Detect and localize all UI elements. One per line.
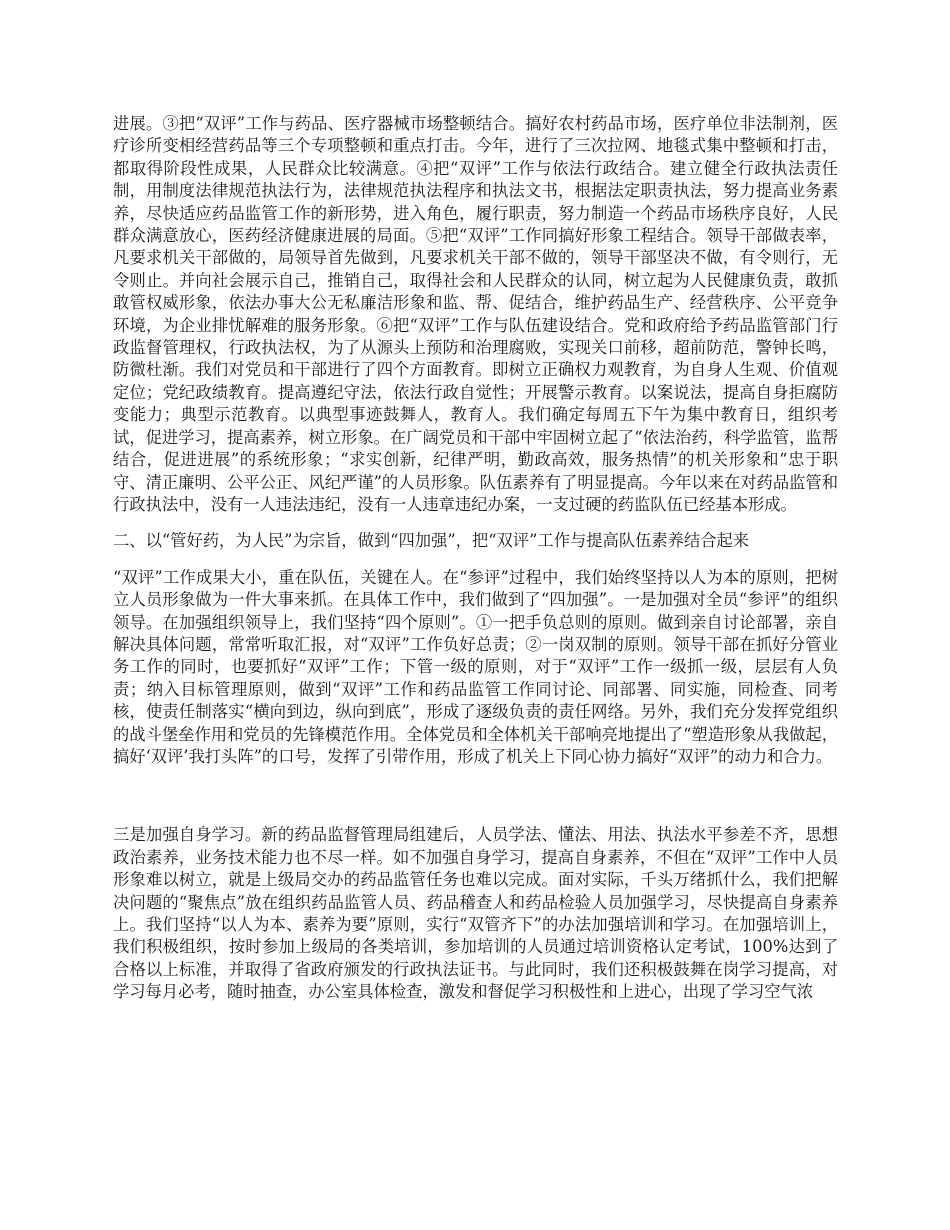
body-paragraph-2: “双评”工作成果大小，重在队伍，关键在人。在“参评”过程中，我们始终坚持以人为本的原则，把树立人员形象做为一件大事来抓。在具体工作中，我们做到了“四加强”。一是加强对全员“参评”的组织领导。在加强组织领导上，我们坚持“四个原则”。①一把手负总则的原则。做到亲自讨论部署，亲自解决具体问题，常常听取汇报，对“双评”工作负好总责；②一岗双制的原则。领导干部在抓好分管业务工作的同时，也要抓好“双评”工作；下管一级的原则，对于“双评”工作一级抓一级，层层有人负责；纳入目标管理原则，做到“双评”工作和药品监管工作同讨论、同部署、同实施，同检查、同考核，使责任制落实“横向到边，纵向到底”，形成了逐级负责的责任网络。另外，我们充分发挥党组织的战斗堡垒作用和党员的先锋模范作用。全体党员和全体机关干部响亮地提出了“塑造形象从我做起，搞好‘双评’我打头阵”的口号，发挥了引带作用，形成了机关上下同心协力搞好“双评”的动力和合力。 [113, 567, 838, 766]
section-heading-2: 二、以“管好药，为人民”为宗旨，做到“四加强”，把“双评”工作与提高队伍素养结合起来 [113, 531, 750, 551]
body-paragraph-1: 进展。③把“双评”工作与药品、医疗器械市场整顿结合。搞好农村药品市场，医疗单位非法制剂，医疗诊所变相经营药品等三个专项整顿和重点打击。今年，进行了三次拉网、地毯式集中整顿和打击，都取得阶段性成果，人民群众比较满意。④把“双评”工作与依法行政结合。建立健全行政执法责任制，用制度法律规范执法行为，法律规范执法程序和执法文书，根据法定职责执法，努力提高业务素养，尽快适应药品监管工作的新形势，进入角色，履行职责，努力制造一个药品市场秩序良好，人民群众满意放心，医药经济健康进展的局面。⑤把“双评”工作同搞好形象工程结合。领导干部做表率，凡要求机关干部做的，局领导首先做到，凡要求机关干部不做的，领导干部坚决不做，有令则行，无令则止。并向社会展示自己，推销自己，取得社会和人民群众的认同，树立起为人民健康负责，敢抓敢管权威形象，依法办事大公无私廉洁形象和监、帮、促结合，维护药品生产、经营秩序、公平竞争环境，为企业排忧解难的服务形象。⑥把“双评”工作与队伍建设结合。党和政府给予药品监管部门行政监督管理权，行政执法权，为了从源头上预防和治理腐败，实现关口前移，超前防范，警钟长鸣，防微杜渐。我们对党员和干部进行了四个方面教育。即树立正确权力观教育，为自身人生观、价值观定位；党纪政绩教育。提高遵纪守法，依法行政自觉性；开展警示教育。以案说法，提高自身拒腐防变能力；典型示范教育。以典型事迹鼓舞人，教育人。我们确定每周五下午为集中教育日，组织考试，促进学习，提高素养，树立形象。在广阔党员和干部中牢固树立起了“依法治药，科学监管，监帮结合，促进进展”的系统形象；“求实创新，纪律严明，勤政高效，服务热情”的机关形象和“忠于职守、清正廉明、公平公正、风纪严谨”的人员形象。队伍素养有了明显提高。今年以来在对药品监管和行政执法中，没有一人违法违纪，没有一人违章违纪办案，一支过硬的药监队伍已经基本形成。 [113, 114, 838, 514]
body-paragraph-3: 三是加强自身学习。新的药品监督管理局组建后，人员学法、懂法、用法、执法水平参差不齐，思想政治素养，业务技术能力也不尽一样。如不加强自身学习，提高自身素养，不但在“双评”工作中人员形象难以树立，就是上级局交办的药品监管任务也难以完成。面对实际，千头万绪抓什么，我们把解决问题的“聚焦点”放在组织药品监管人员、药品稽查人和药品检验人员加强学习，尽快提高自身素养上。我们坚持“以人为本、素养为要”原则，实行“双管齐下”的办法加强培训和学习。在加强培训上，我们积极组织，按时参加上级局的各类培训，参加培训的人员通过培训资格认定考试，100%达到了合格以上标准，并取得了省政府颁发的行政执法证书。与此同时，我们还积极鼓舞在岗学习提高，对学习每月必考，随时抽查，办公室具体检查，激发和督促学习积极性和上进心，出现了学习空气浓 [113, 825, 838, 1002]
document-page [113, 113, 838, 1004]
